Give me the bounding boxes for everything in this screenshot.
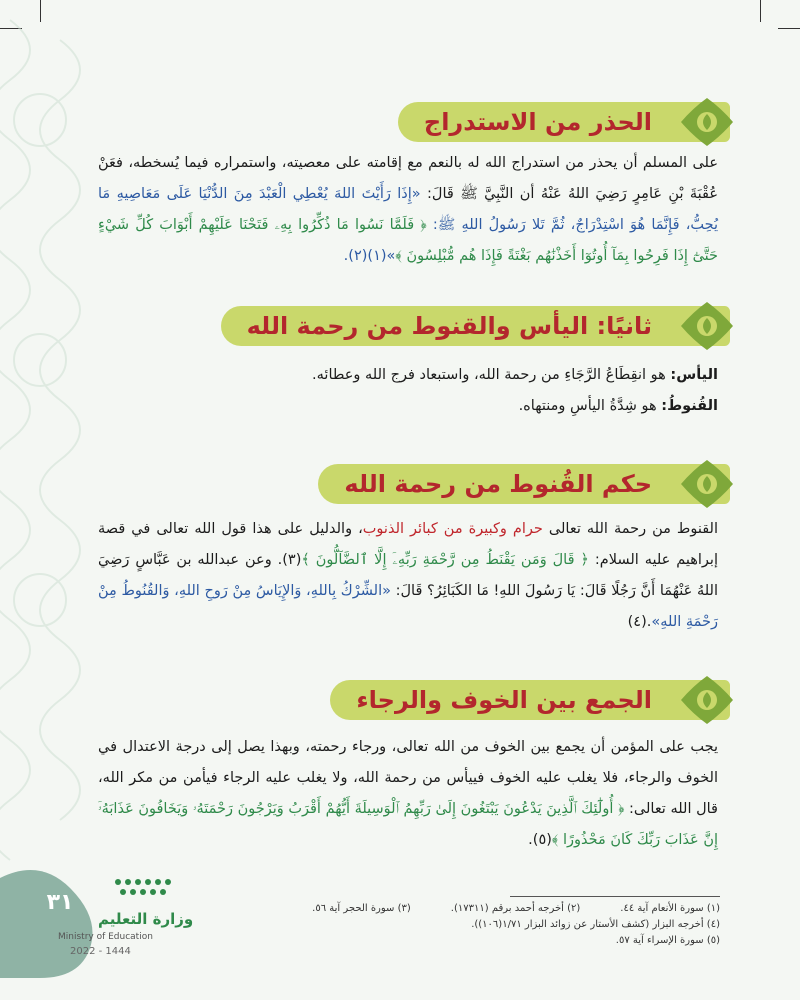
definition-qunut	[98, 391, 718, 422]
section-title: الجمع بين الخوف والرجاء	[356, 686, 652, 714]
ministry-logo-icon	[98, 870, 198, 910]
quran-verse: ﴿ أُولَٰٓئِكَ ٱلَّذِينَ يَدْعُونَ يَبْتَغُونَ إِلَىٰ رَبِّهِمُ ٱلْوَسِيلَةَ أَيُّهُمْ أَقْرَبُ وَيَرْجُونَ رَحْمَتَهُۥ وَيَخَافُونَ عَذَابَهُۥٓ إِنَّ عَذَابَ رَبِّكَ كَانَ مَحْذُورًا ﴾	[98, 801, 718, 848]
section-heading-2	[221, 304, 730, 348]
definition-yaas	[98, 360, 718, 391]
ministry-name-en: Ministry of Education	[58, 932, 153, 942]
footnote-3: (٣) سورة الحجر آية ٥٦.	[312, 902, 411, 914]
footnote-1: (١) سورة الأنعام آية ٤٤.	[620, 902, 720, 914]
emphasis-text: حرام وكبيرة من كبائر الذنوب	[362, 521, 543, 537]
section-body-3	[98, 514, 718, 638]
section-body-1	[98, 148, 718, 272]
section-heading-1	[398, 100, 730, 144]
definition-term: القُنوطُ:	[661, 398, 718, 414]
section-ornament-icon	[678, 674, 736, 726]
footnote-ref: »(١)(٢).	[343, 248, 396, 264]
section-title: ثانيًا: اليأس والقنوط من رحمة الله	[246, 312, 652, 340]
section-heading-3	[318, 462, 730, 506]
definition-text: هو انقِطَاعُ الرَّجَاءِ من رحمة الله، واستبعاد فرج الله وعطائه.	[312, 367, 671, 383]
footnote-ref: (٥).	[528, 832, 552, 848]
section-ornament-icon	[678, 458, 736, 510]
section-ornament-icon	[678, 96, 736, 148]
section-ornament-icon	[678, 300, 736, 352]
section-title: حكم القُنوط من رحمة الله	[344, 470, 652, 498]
section-body-4	[98, 732, 718, 856]
hadith-text: «الشِّرْكُ بِاللهِ، وَالإِيَاسُ مِنْ رَوحِ اللهِ، وَالقُنُوطُ مِنْ رَحْمَةِ اللهِ»	[98, 583, 718, 630]
footnote-4: (٤) أخرجه البزار (كشف الأستار عن زوائد البزار ١/٧١(١٠٦)).	[471, 918, 720, 930]
footnotes	[160, 900, 720, 948]
definition-text: هو شِدَّةُ اليأسِ ومنتهاه.	[518, 398, 662, 414]
edition-year: 2022 - 1444	[70, 946, 131, 957]
paragraph-text: ، والدليل على هذا قول الله تعالى في قصة إبراهيم عليه السلام:	[98, 521, 718, 568]
hadith-text: «إِذَا رَأَيْتَ اللهَ يُعْطِي الْعَبْدَ مِنَ الدُّنْيَا عَلَى مَعَاصِيهِ مَا يُحِبُّ، فَإِنَّمَا هُوَ اسْتِدْرَاجٌ، ثُمَّ تَلا رَسُولُ اللهِ ﷺ:	[98, 186, 719, 233]
footnote-divider	[510, 896, 720, 897]
page-number-badge	[0, 868, 100, 978]
quran-verse: ﴿ فَلَمَّا نَسُوا مَا ذُكِّرُوا بِهِۦ فَتَحْنَا عَلَيْهِمْ أَبْوَابَ كُلِّ شَيْءٍ حَتَّىٰٓ إِذَا فَرِحُوا بِمَآ أُوتُوٓا أَخَذْنَٰهُم بَغْتَةً فَإِذَا هُم مُّبْلِسُونَ ﴾	[98, 217, 718, 264]
quran-verse: ﴿ قَالَ وَمَن يَقْنَطُ مِن رَّحْمَةِ رَبِّهِۦٓ إِلَّا ٱلضَّآلُّونَ ﴾	[301, 552, 589, 568]
crop-mark	[760, 0, 761, 22]
ministry-name: وزارة التعليم	[98, 910, 194, 928]
paragraph-text: على المسلم أن يحذر من استدراج الله له بالنعم مع إقامته على معصيته، واستمراره فيما يُسخطه، فعَنْ عُقْبَةَ بْنِ عَامِرٍ رَضِيَ اللهُ عَنْهُ أن النَّبِيَّ ﷺ قَالَ:	[98, 155, 718, 202]
footnote-5: (٥) سورة الإسراء آية ٥٧.	[615, 934, 720, 946]
crop-mark	[778, 28, 800, 29]
definition-term: اليأس:	[670, 367, 718, 383]
section-title: الحذر من الاستدراج	[423, 108, 652, 136]
paragraph-text: يجب على المؤمن أن يجمع بين الخوف من الله تعالى، ورجاء رحمته، وبهذا يصل إلى درجة الاعتدال في الخوف والرجاء، فلا يغلب عليه الخوف فييأس من رحمة الله، ولا يغلب عليه الرجاء فيأمن من مكر الله، قال الله تعالى:	[98, 739, 718, 817]
footnote-2: (٢) أخرجه أحمد برقم (١٧٣١١).	[450, 902, 581, 914]
paragraph-text: (٣). وعن عبدالله بن عَبَّاسٍ رَضِيَ اللهُ عَنْهُمَا أَنَّ رَجُلًا قَالَ: يَا رَسُولَ اللهِ! مَا الكَبَائِرُ؟ قَالَ:	[98, 552, 718, 599]
paragraph-text: القنوط من رحمة الله تعالى	[542, 521, 718, 537]
footnote-ref: .(٤)	[627, 614, 652, 630]
page-number: ٣١	[46, 890, 74, 915]
section-body-2	[98, 360, 718, 422]
section-heading-4	[330, 678, 730, 722]
